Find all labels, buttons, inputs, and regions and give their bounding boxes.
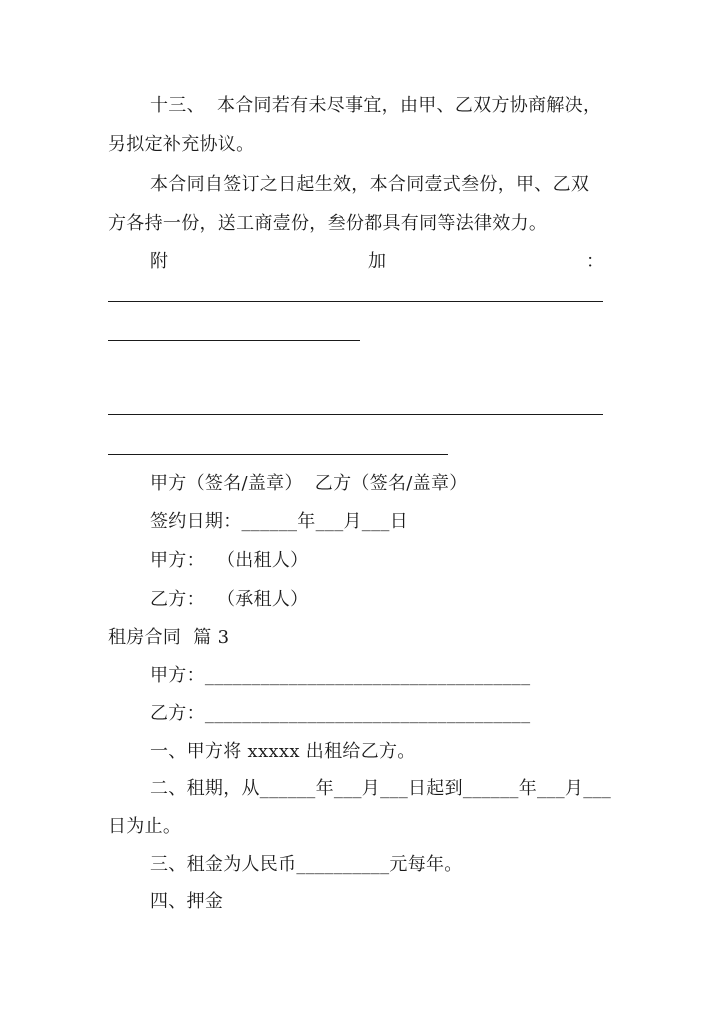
section-party-a-line: 甲方：___________________________________ <box>150 665 531 686</box>
attachment-blank-line-1 <box>108 301 603 302</box>
item-1-line: 一、甲方将 xxxxx 出租给乙方。 <box>150 741 416 762</box>
item-2-line-2: 日为止。 <box>108 816 182 837</box>
section-heading: 租房合同 篇 3 <box>108 627 230 648</box>
party-a-lessor-line: 甲方： （出租人） <box>150 550 309 571</box>
attachment-colon: ： <box>586 251 604 272</box>
effective-line-1: 本合同自签订之日起生效，本合同壹式叁份，甲、乙双 <box>150 174 590 195</box>
attachment-char-2: 加 <box>368 251 386 272</box>
clause-13-line-2: 另拟定补充协议。 <box>108 134 255 155</box>
sign-date-line: 签约日期：______年___月___日 <box>150 511 408 532</box>
party-b-lessee-line: 乙方： （承租人） <box>150 589 309 610</box>
clause-13-line-1: 十三、 本合同若有未尽事宜，由甲、乙双方协商解决， <box>150 95 602 116</box>
attachment-char-1: 附 <box>150 251 168 272</box>
effective-line-2: 方各持一份，送工商壹份，叁份都具有同等法律效力。 <box>108 213 548 234</box>
attachment-heading <box>150 250 604 274</box>
item-2-line-1: 二、租期，从______年___月___日起到______年___月___ <box>150 778 612 799</box>
parties-signature-line: 甲方（签名/盖章） 乙方（签名/盖章） <box>150 473 468 494</box>
item-4-line: 四、押金 <box>150 891 224 912</box>
item-3-line: 三、租金为人民币__________元每年。 <box>150 854 463 875</box>
attachment-blank-line-3 <box>108 414 603 415</box>
section-party-b-line: 乙方：___________________________________ <box>150 703 531 724</box>
attachment-blank-line-4 <box>108 454 448 455</box>
attachment-blank-line-2 <box>108 340 360 341</box>
